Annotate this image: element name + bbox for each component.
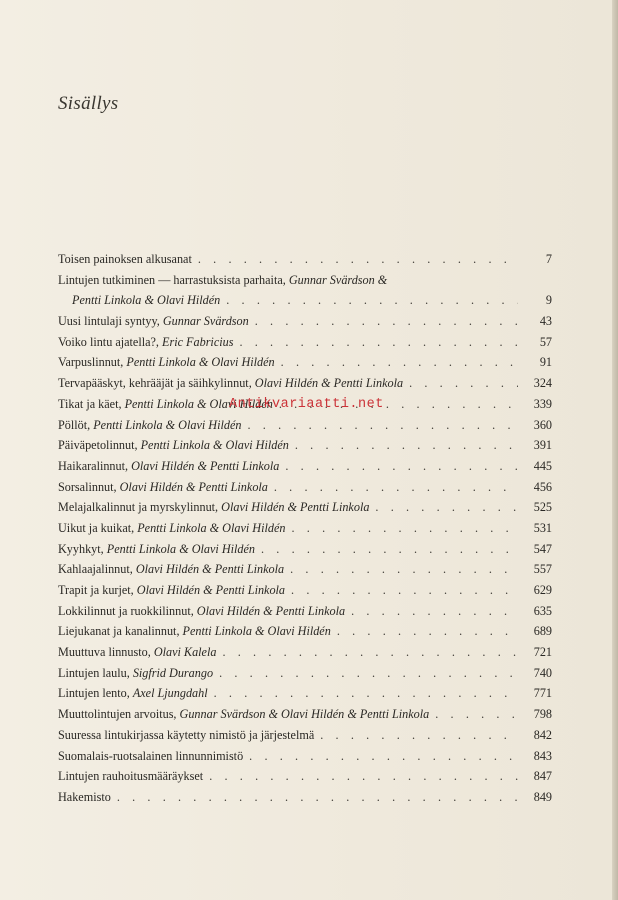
toc-leader-dots (274, 477, 518, 498)
toc-leader-dots (239, 332, 518, 353)
toc-entry-text (58, 311, 249, 332)
toc-entry-text (58, 746, 243, 767)
toc-entry-line (58, 518, 552, 539)
toc-entry-line (58, 435, 552, 456)
toc-page-number: 339 (533, 396, 552, 411)
toc-entry-text (58, 766, 203, 787)
toc-entry-title: Lintujen tutkiminen — harrastuksista parhaita, (58, 272, 289, 287)
page-edge (612, 0, 618, 900)
toc-entry-text (58, 435, 289, 456)
toc-entry-text (58, 290, 220, 311)
toc-leader-dots (291, 580, 518, 601)
toc-page-number: 324 (533, 376, 552, 391)
toc-entry-author: Olavi Hildén & Pentti Linkola (119, 479, 268, 494)
toc-entry-author: Olavi Hildén & Pentti Linkola (196, 603, 346, 618)
toc-entry-line (58, 456, 552, 477)
toc-entry (58, 746, 552, 767)
toc-entry-title: Haikaralinnut, (58, 458, 132, 473)
toc-leader-dots (219, 663, 518, 684)
toc-entry-author: Pentti Linkola & Olavi Hildén (140, 438, 289, 453)
toc-leader-dots (281, 352, 518, 373)
toc-entry-line (58, 621, 552, 642)
toc-entry-author: Olavi Hildén & Pentti Linkola (221, 500, 370, 515)
toc-page-number: 547 (533, 541, 552, 556)
toc-entry-line (58, 704, 552, 725)
toc-entry-title: Kyyhkyt, (58, 541, 107, 556)
toc-entry-author: Pentti Linkola & Olavi Hildén (93, 417, 242, 432)
toc-page-number: 798 (533, 707, 552, 722)
toc-entry (58, 621, 552, 642)
toc-entry-author: Gunnar Svärdson & Olavi Hildén & Pentti Linkola (179, 707, 430, 722)
toc-entry-title: Lintujen lento, (58, 686, 133, 701)
toc-entry-author: Olavi Kalela (153, 645, 217, 660)
toc-page-number: 843 (533, 748, 552, 763)
toc-entry-title: Liejukanat ja kanalinnut, (58, 624, 183, 639)
toc-entry (58, 270, 552, 311)
toc-entry (58, 497, 552, 518)
toc-page-number: 91 (539, 355, 552, 370)
toc-page-number: 57 (539, 334, 552, 349)
toc-entry-line (58, 725, 552, 746)
toc-entry-title: Sorsalinnut, (58, 479, 120, 494)
toc-leader-dots (409, 373, 518, 394)
toc-entry-author: Olavi Hildén & Pentti Linkola (135, 562, 285, 577)
toc-leader-dots (198, 249, 518, 270)
toc-leader-dots (247, 415, 518, 436)
table-of-contents (58, 249, 552, 808)
toc-entry (58, 559, 552, 580)
toc-leader-dots (375, 497, 518, 518)
toc-entry (58, 704, 552, 725)
toc-entry-author: Eric Fabricius (162, 334, 234, 349)
toc-entry-author: Gunnar Svärdson (162, 314, 249, 329)
toc-page-number: 629 (533, 583, 552, 597)
watermark: Antikvariaatti.net (229, 397, 384, 412)
toc-leader-dots (351, 601, 518, 622)
toc-leader-dots (435, 704, 518, 725)
toc-leader-dots (261, 539, 518, 560)
toc-entry-line (58, 746, 552, 767)
toc-entry-line (58, 249, 552, 270)
toc-entry (58, 787, 552, 808)
toc-entry-line (58, 270, 552, 291)
toc-page-number: 456 (533, 479, 552, 494)
toc-entry-text (58, 642, 216, 663)
toc-entry-text (58, 518, 285, 539)
toc-page-number: 360 (533, 417, 552, 432)
toc-leader-dots (291, 518, 518, 539)
toc-entry-line (58, 642, 552, 663)
toc-entry-author: Sigfrid Durango (132, 665, 214, 680)
toc-entry-line (58, 311, 552, 332)
toc-entry-author: Olavi Hildén & Pentti Linkola (254, 376, 404, 391)
toc-entry-title: Muuttuva linnusto, (58, 645, 154, 660)
toc-leader-dots (117, 787, 518, 808)
toc-entry (58, 518, 552, 539)
toc-entry-title: Tervapääskyt, kehrääjät ja säihkylinnut, (58, 376, 255, 391)
toc-entry-title: Lintujen laulu, (58, 665, 133, 680)
toc-entry (58, 435, 552, 456)
toc-page-number: 445 (533, 458, 552, 473)
toc-entry-text (58, 332, 233, 353)
toc-entry (58, 415, 552, 436)
toc-entry-title: Melajalkalinnut ja myrskylinnut, (58, 500, 222, 515)
toc-entry (58, 539, 552, 560)
toc-leader-dots (255, 311, 518, 332)
toc-entry-author: Axel Ljungdahl (132, 686, 208, 701)
toc-entry (58, 311, 552, 332)
toc-entry-title: Trapit ja kurjet, (58, 583, 137, 597)
toc-page-number: 849 (533, 789, 552, 804)
toc-entry-text (58, 683, 208, 704)
toc-leader-dots (249, 746, 518, 767)
toc-entry-line (58, 352, 552, 373)
toc-entry-title: Lintujen rauhoitusmääräykset (58, 769, 204, 784)
toc-entry-text (58, 663, 213, 684)
toc-entry-author: Pentti Linkola & Olavi Hildén (72, 293, 221, 308)
toc-entry-title: Toisen painoksen alkusanat (58, 252, 192, 266)
toc-entry (58, 766, 552, 787)
toc-leader-dots (222, 642, 518, 663)
toc-leader-dots (209, 766, 518, 787)
toc-entry (58, 580, 552, 601)
toc-entry-author: Pentti Linkola & Olavi Hildén (182, 624, 331, 639)
toc-entry-line (58, 497, 552, 518)
toc-entry-author: Pentti Linkola & Olavi Hildén (124, 396, 273, 411)
toc-entry-line (58, 559, 552, 580)
toc-entry (58, 683, 552, 704)
toc-entry-line (58, 580, 552, 601)
toc-entry-line (58, 477, 552, 498)
toc-entry-text (58, 249, 192, 270)
toc-entry-text (58, 539, 255, 560)
toc-entry-text (58, 704, 429, 725)
toc-entry (58, 725, 552, 746)
toc-entry-text (58, 787, 111, 808)
toc-entry-text (58, 415, 241, 436)
toc-entry-text (58, 456, 279, 477)
toc-leader-dots (285, 456, 518, 477)
toc-leader-dots (320, 725, 518, 746)
toc-entry (58, 477, 552, 498)
toc-entry (58, 663, 552, 684)
toc-entry-author: Olavi Hildén & Pentti Linkola (136, 583, 286, 597)
toc-entry-title: Uikut ja kuikat, (58, 520, 138, 535)
toc-entry (58, 456, 552, 477)
toc-entry-line (58, 332, 552, 353)
toc-page-number: 525 (533, 500, 552, 515)
toc-page-number: 721 (533, 645, 552, 660)
toc-page-number: 531 (533, 520, 552, 535)
toc-entry-title: Kahlaajalinnut, (58, 562, 136, 577)
toc-entry (58, 352, 552, 373)
toc-entry (58, 601, 552, 622)
toc-page-number: 842 (533, 727, 552, 742)
toc-entry-author: Pentti Linkola & Olavi Hildén (137, 520, 286, 535)
toc-page-number: 635 (533, 603, 552, 618)
toc-page-number: 557 (533, 562, 552, 577)
toc-entry-line (58, 601, 552, 622)
page-title: Sisällys (58, 93, 119, 114)
toc-page-number: 391 (533, 438, 552, 453)
toc-entry-text (58, 352, 275, 373)
toc-entry-title: Varpuslinnut, (58, 355, 127, 370)
toc-page-number: 771 (533, 686, 552, 701)
toc-entry-text (58, 559, 284, 580)
toc-page-number: 7 (545, 252, 552, 266)
toc-entry-title: Suomalais-ruotsalainen linnunnimistö (58, 748, 244, 763)
toc-entry-text (58, 601, 345, 622)
toc-entry-line (58, 539, 552, 560)
toc-entry-title: Tikat ja käet, (58, 396, 125, 411)
toc-leader-dots (290, 559, 518, 580)
toc-entry-author: Gunnar Svärdson & (288, 272, 388, 287)
toc-entry-text (58, 497, 369, 518)
toc-entry-title: Muuttolintujen arvoitus, (58, 707, 180, 722)
toc-entry-title: Voiko lintu ajatella?, (58, 334, 163, 349)
toc-entry-text (58, 621, 331, 642)
toc-entry-author: Pentti Linkola & Olavi Hildén (126, 355, 275, 370)
toc-entry-text (58, 477, 268, 498)
toc-page-number: 43 (539, 314, 552, 329)
toc-entry-title: Pöllöt, (58, 417, 94, 432)
toc-entry-text (58, 270, 387, 291)
toc-entry (58, 642, 552, 663)
toc-entry-line (58, 415, 552, 436)
toc-entry-author: Pentti Linkola & Olavi Hildén (106, 541, 256, 556)
toc-leader-dots (214, 683, 518, 704)
toc-page-number: 9 (545, 293, 552, 308)
toc-entry-text (58, 725, 314, 746)
toc-entry-text (58, 580, 285, 601)
toc-entry (58, 249, 552, 270)
toc-entry-line (58, 373, 552, 394)
toc-page-number: 847 (533, 769, 552, 784)
toc-entry-line (58, 290, 552, 311)
toc-leader-dots (226, 290, 518, 311)
toc-entry-line (58, 766, 552, 787)
toc-page-number: 740 (533, 665, 552, 680)
toc-leader-dots (337, 621, 518, 642)
toc-entry-title: Päiväpetolinnut, (58, 438, 141, 453)
toc-page-number: 689 (533, 624, 552, 639)
toc-entry (58, 373, 552, 394)
toc-entry-title: Lokkilinnut ja ruokkilinnut, (58, 603, 197, 618)
toc-entry-author: Olavi Hildén & Pentti Linkola (131, 458, 280, 473)
toc-entry-line (58, 663, 552, 684)
toc-entry-line (58, 683, 552, 704)
toc-leader-dots (295, 435, 518, 456)
toc-entry-title: Hakemisto (58, 789, 111, 804)
toc-entry-title: Uusi lintulaji syntyy, (58, 314, 163, 329)
toc-entry (58, 332, 552, 353)
toc-entry-line (58, 787, 552, 808)
toc-entry-title: Suuressa lintukirjassa käytetty nimistö ja järjestelmä (58, 727, 315, 742)
toc-entry-text (58, 373, 403, 394)
